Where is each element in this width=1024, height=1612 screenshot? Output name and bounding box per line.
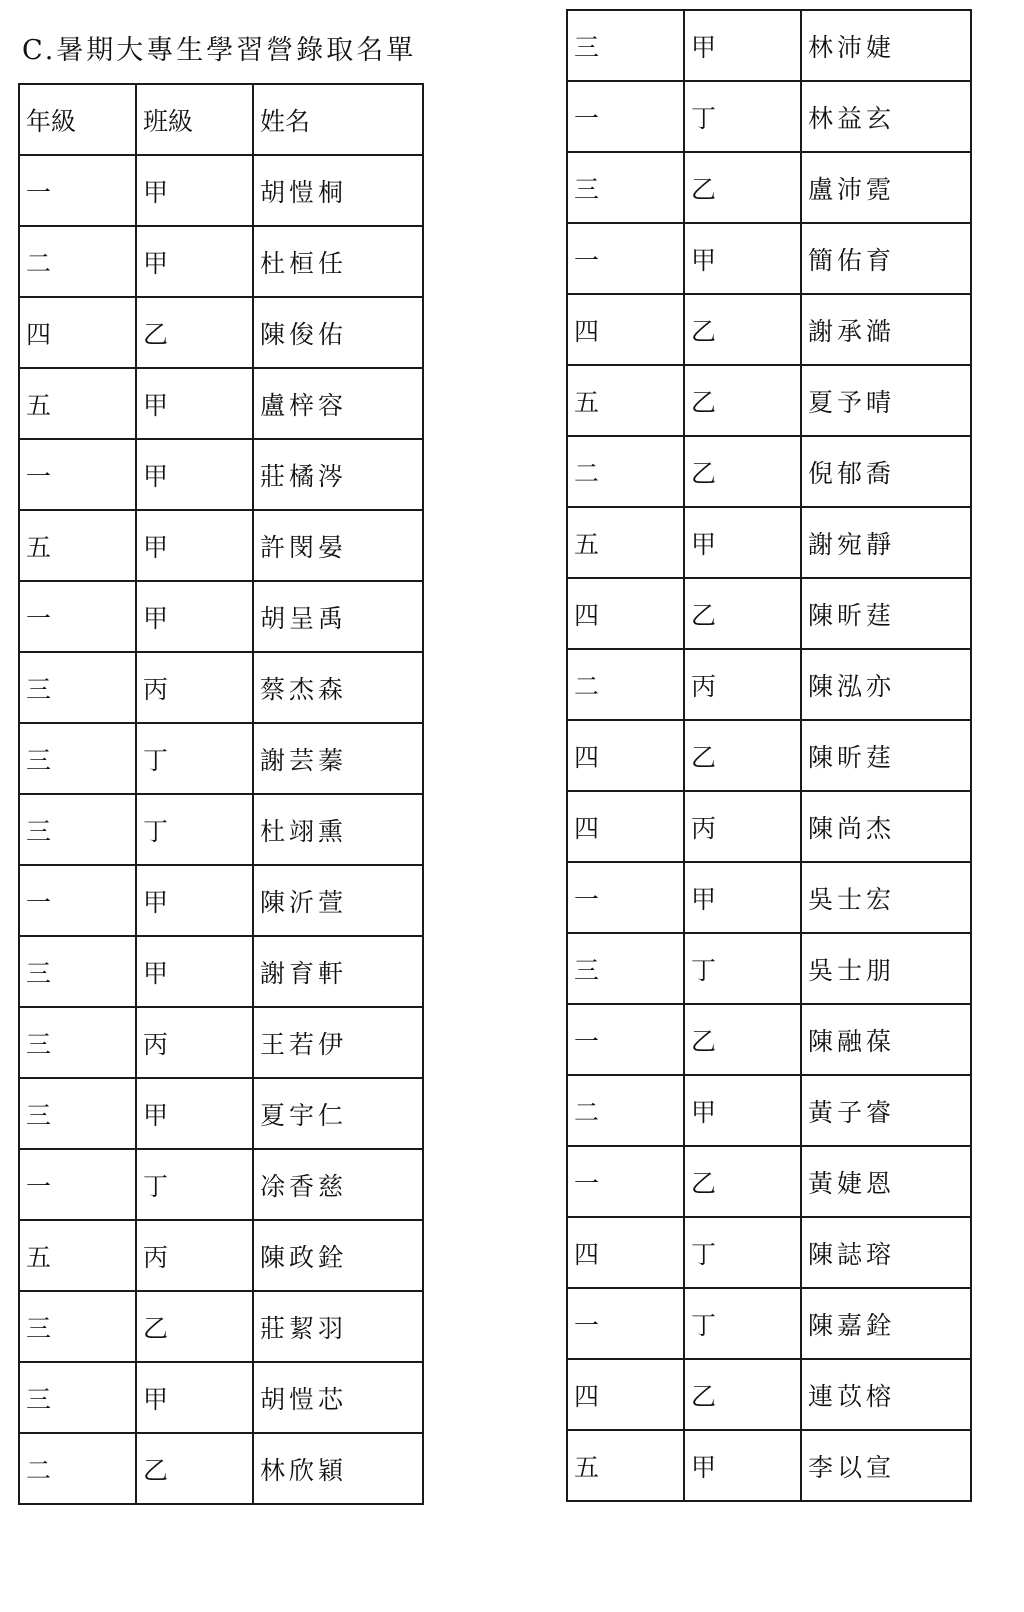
table-row: [19, 794, 423, 865]
name-cell: 陳融葆: [801, 1004, 971, 1075]
class-cell: 丙: [136, 652, 253, 723]
name-cell: 陳政銓: [253, 1220, 423, 1291]
table-row: [567, 10, 971, 81]
class-cell: 丁: [684, 1288, 801, 1359]
name-cell: 陳誌瑢: [801, 1217, 971, 1288]
table-row: [19, 581, 423, 652]
grade-cell: 三: [567, 10, 684, 81]
class-cell: 甲: [136, 1362, 253, 1433]
table-row: [19, 297, 423, 368]
table-row: [19, 1007, 423, 1078]
name-cell: 李以宣: [801, 1430, 971, 1501]
name-cell: 謝承澔: [801, 294, 971, 365]
grade-cell: 一: [19, 439, 136, 510]
table-row: [567, 649, 971, 720]
table-row: [19, 368, 423, 439]
name-cell: 莊橘涔: [253, 439, 423, 510]
name-cell: 陳俊佑: [253, 297, 423, 368]
header-name: 姓名: [253, 84, 423, 155]
grade-cell: 四: [567, 1217, 684, 1288]
admission-table-left: [18, 83, 424, 1505]
name-cell: 陳尚杰: [801, 791, 971, 862]
table-row: [567, 1217, 971, 1288]
class-cell: 甲: [136, 581, 253, 652]
class-cell: 乙: [684, 720, 801, 791]
grade-cell: 四: [19, 297, 136, 368]
grade-cell: 五: [567, 1430, 684, 1501]
table-row: [19, 1291, 423, 1362]
name-cell: 蔡杰森: [253, 652, 423, 723]
table-row: [567, 1075, 971, 1146]
class-cell: 甲: [684, 1075, 801, 1146]
table-row: [19, 1433, 423, 1504]
grade-cell: 三: [19, 1078, 136, 1149]
class-cell: 丁: [684, 81, 801, 152]
class-cell: 丙: [684, 649, 801, 720]
name-cell: 林沛婕: [801, 10, 971, 81]
grade-cell: 二: [567, 1075, 684, 1146]
name-cell: 莊絜羽: [253, 1291, 423, 1362]
table-row: [567, 294, 971, 365]
table-row: [567, 791, 971, 862]
table-row: [19, 510, 423, 581]
name-cell: 陳昕莛: [801, 720, 971, 791]
name-cell: 林益玄: [801, 81, 971, 152]
grade-cell: 五: [19, 510, 136, 581]
class-cell: 乙: [684, 1004, 801, 1075]
grade-cell: 四: [567, 578, 684, 649]
class-cell: 丙: [136, 1007, 253, 1078]
table-row: [19, 652, 423, 723]
class-cell: 乙: [136, 1291, 253, 1362]
table-row: [567, 1430, 971, 1501]
class-cell: 甲: [136, 865, 253, 936]
name-cell: 謝宛靜: [801, 507, 971, 578]
class-cell: 丙: [136, 1220, 253, 1291]
document-title: C.暑期大專生學習營錄取名單: [22, 35, 417, 66]
table-header-row: [19, 84, 423, 155]
header-grade: 年級: [19, 84, 136, 155]
class-cell: 甲: [684, 862, 801, 933]
class-cell: 乙: [684, 152, 801, 223]
grade-cell: 三: [567, 152, 684, 223]
grade-cell: 三: [19, 1007, 136, 1078]
grade-cell: 四: [567, 294, 684, 365]
name-cell: 凃香慈: [253, 1149, 423, 1220]
grade-cell: 五: [567, 365, 684, 436]
grade-cell: 五: [567, 507, 684, 578]
class-cell: 甲: [684, 1430, 801, 1501]
grade-cell: 三: [19, 652, 136, 723]
class-cell: 乙: [684, 365, 801, 436]
grade-cell: 一: [19, 581, 136, 652]
grade-cell: 四: [567, 1359, 684, 1430]
table-row: [19, 155, 423, 226]
name-cell: 黃婕恩: [801, 1146, 971, 1217]
grade-cell: 五: [19, 368, 136, 439]
table-row: [567, 436, 971, 507]
table-row: [567, 578, 971, 649]
table-row: [567, 862, 971, 933]
class-cell: 丁: [136, 794, 253, 865]
name-cell: 黃子睿: [801, 1075, 971, 1146]
class-cell: 甲: [136, 439, 253, 510]
class-cell: 乙: [684, 436, 801, 507]
grade-cell: 一: [567, 1004, 684, 1075]
name-cell: 陳泓亦: [801, 649, 971, 720]
name-cell: 連苡榕: [801, 1359, 971, 1430]
table-row: [19, 865, 423, 936]
name-cell: 吳士宏: [801, 862, 971, 933]
grade-cell: 三: [19, 1362, 136, 1433]
grade-cell: 二: [567, 436, 684, 507]
grade-cell: 二: [19, 1433, 136, 1504]
table-row: [567, 507, 971, 578]
header-class: 班級: [136, 84, 253, 155]
table-row: [567, 1146, 971, 1217]
table-row: [19, 723, 423, 794]
table-row: [567, 152, 971, 223]
grade-cell: 一: [19, 1149, 136, 1220]
grade-cell: 一: [19, 155, 136, 226]
grade-cell: 一: [567, 1146, 684, 1217]
grade-cell: 三: [19, 1291, 136, 1362]
name-cell: 陳昕莛: [801, 578, 971, 649]
class-cell: 乙: [136, 1433, 253, 1504]
table-row: [19, 1078, 423, 1149]
table-row: [19, 226, 423, 297]
name-cell: 夏予晴: [801, 365, 971, 436]
table-row: [567, 1004, 971, 1075]
class-cell: 丁: [136, 723, 253, 794]
grade-cell: 一: [567, 1288, 684, 1359]
table-row: [19, 1362, 423, 1433]
name-cell: 陳沂萱: [253, 865, 423, 936]
grade-cell: 二: [567, 649, 684, 720]
name-cell: 簡佑育: [801, 223, 971, 294]
name-cell: 林欣穎: [253, 1433, 423, 1504]
table-row: [19, 936, 423, 1007]
grade-cell: 四: [567, 791, 684, 862]
class-cell: 甲: [684, 223, 801, 294]
name-cell: 王若伊: [253, 1007, 423, 1078]
class-cell: 丙: [684, 791, 801, 862]
name-cell: 杜翊熏: [253, 794, 423, 865]
table-row: [567, 223, 971, 294]
name-cell: 胡呈禹: [253, 581, 423, 652]
name-cell: 陳嘉銓: [801, 1288, 971, 1359]
class-cell: 丁: [684, 933, 801, 1004]
class-cell: 甲: [136, 510, 253, 581]
name-cell: 謝芸蓁: [253, 723, 423, 794]
name-cell: 胡愷桐: [253, 155, 423, 226]
grade-cell: 三: [19, 794, 136, 865]
class-cell: 乙: [684, 1146, 801, 1217]
class-cell: 甲: [136, 1078, 253, 1149]
grade-cell: 二: [19, 226, 136, 297]
grade-cell: 五: [19, 1220, 136, 1291]
grade-cell: 三: [567, 933, 684, 1004]
table-row: [567, 720, 971, 791]
class-cell: 甲: [136, 936, 253, 1007]
table-row: [19, 439, 423, 510]
class-cell: 甲: [136, 155, 253, 226]
class-cell: 丁: [684, 1217, 801, 1288]
class-cell: 甲: [684, 507, 801, 578]
name-cell: 謝育軒: [253, 936, 423, 1007]
name-cell: 杜桓任: [253, 226, 423, 297]
grade-cell: 一: [567, 81, 684, 152]
table-row: [567, 365, 971, 436]
class-cell: 甲: [684, 10, 801, 81]
grade-cell: 三: [19, 936, 136, 1007]
name-cell: 盧沛霓: [801, 152, 971, 223]
grade-cell: 一: [567, 223, 684, 294]
class-cell: 乙: [684, 1359, 801, 1430]
table-row: [567, 81, 971, 152]
name-cell: 許閔晏: [253, 510, 423, 581]
class-cell: 乙: [684, 294, 801, 365]
grade-cell: 一: [19, 865, 136, 936]
table-row: [19, 1220, 423, 1291]
name-cell: 胡愷芯: [253, 1362, 423, 1433]
table-row: [567, 933, 971, 1004]
class-cell: 丁: [136, 1149, 253, 1220]
class-cell: 甲: [136, 226, 253, 297]
name-cell: 夏宇仁: [253, 1078, 423, 1149]
class-cell: 乙: [684, 578, 801, 649]
name-cell: 倪郁喬: [801, 436, 971, 507]
table-row: [567, 1288, 971, 1359]
class-cell: 甲: [136, 368, 253, 439]
table-row: [19, 1149, 423, 1220]
name-cell: 盧梓容: [253, 368, 423, 439]
table-row: [567, 1359, 971, 1430]
name-cell: 吳士朋: [801, 933, 971, 1004]
grade-cell: 一: [567, 862, 684, 933]
class-cell: 乙: [136, 297, 253, 368]
admission-table-right: [566, 9, 972, 1502]
grade-cell: 三: [19, 723, 136, 794]
grade-cell: 四: [567, 720, 684, 791]
